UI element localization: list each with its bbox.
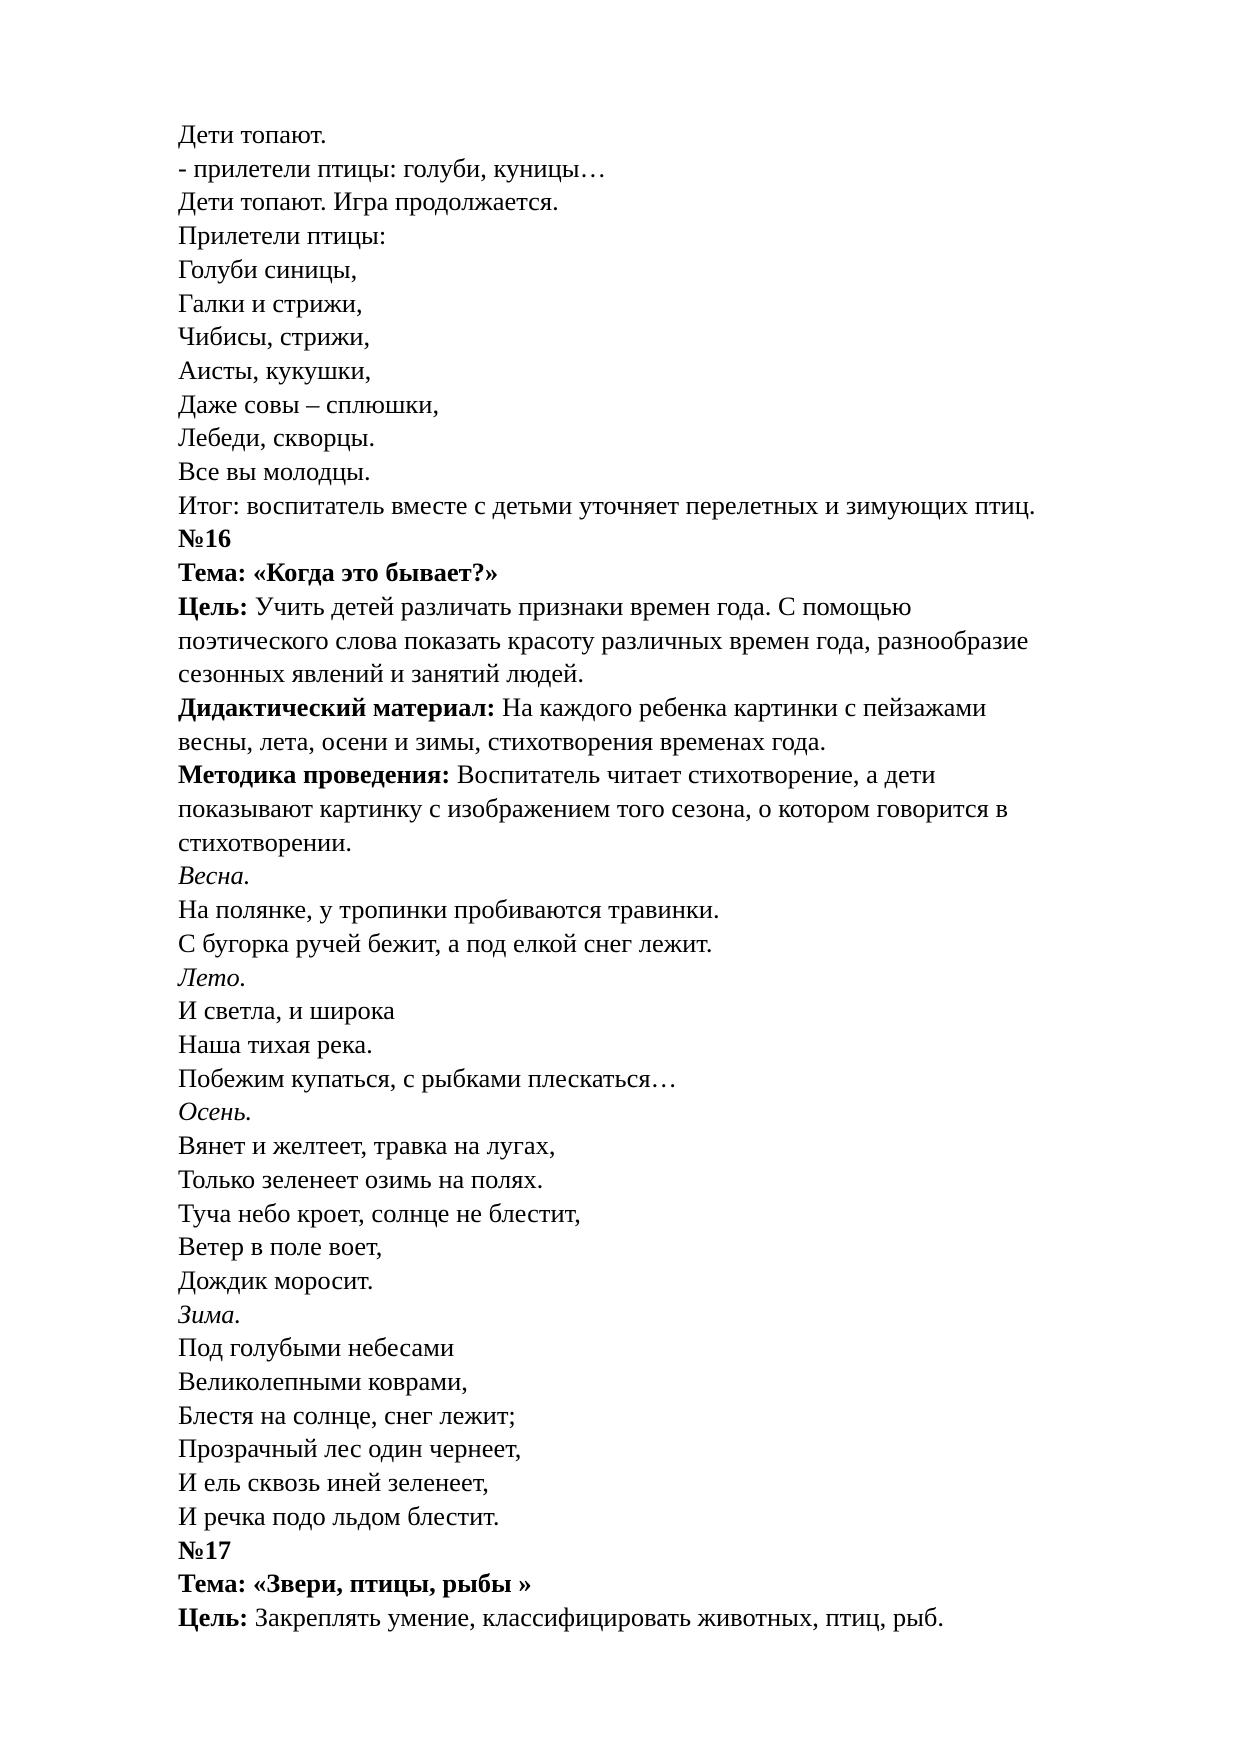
poem-line: Великолепными коврами,	[178, 1366, 468, 1397]
poem-line: Дождик моросит.	[178, 1264, 374, 1295]
poem-line: И ель сквозь иней зеленеет,	[178, 1467, 489, 1498]
game-number: №17	[178, 1534, 232, 1565]
poem-line: Блестя на солнце, снег лежит;	[178, 1399, 516, 1430]
material-line	[178, 691, 1138, 725]
poem-line: Ветер в поле воет,	[178, 1231, 383, 1262]
poem-line: Вянет и желтеет, травка на лугах,	[178, 1130, 556, 1161]
poem-line: И светла, и широка	[178, 995, 395, 1026]
goal-text: Закреплять умение, классифицировать животных, птиц, рыб.	[248, 1601, 944, 1632]
poem-line: Лебеди, скворцы.	[178, 422, 376, 453]
poem-line: Наша тихая река.	[178, 1028, 373, 1059]
season-title-summer: Лето.	[178, 961, 247, 992]
material-text: На каждого ребенка картинки с пейзажами	[495, 691, 987, 722]
poem-line: Прилетели птицы:	[178, 220, 387, 251]
method-line: стихотворении.	[178, 826, 353, 857]
poem-line: Все вы молодцы.	[178, 456, 371, 487]
poem-line: На полянке, у тропинки пробиваются травинки.	[178, 894, 720, 925]
poem-line: Голуби синицы,	[178, 253, 358, 284]
bird-game-ending	[178, 118, 1138, 522]
poem-line: Только зеленеет озимь на полях.	[178, 1163, 544, 1194]
goal-label: Цель:	[178, 1601, 249, 1632]
game-number: №16	[178, 523, 232, 554]
method-text: Воспитатель читает стихотворение, а дети	[450, 759, 936, 790]
season-title-spring: Весна.	[178, 860, 251, 891]
poem-line: Туча небо кроет, солнце не блестит,	[178, 1197, 581, 1228]
goal-line: сезонных явлений и занятий людей.	[178, 658, 584, 689]
summary-line: Итог: воспитатель вместе с детьми уточняет перелетных и зимующих птиц.	[178, 489, 1036, 520]
goal-line	[178, 1601, 1138, 1635]
goal-line: поэтического слова показать красоту различных времен года, разнообразие	[178, 624, 1029, 655]
goal-text: Учить детей различать признаки времен года. С помощью	[248, 590, 912, 621]
poem-line: Побежим купаться, с рыбками плескаться…	[178, 1062, 678, 1093]
poem-line: С бугорка ручей бежит, а под елкой снег лежит.	[178, 927, 713, 958]
material-label: Дидактический материал:	[178, 691, 496, 722]
goal-line	[178, 590, 1138, 624]
game-17	[178, 1534, 1138, 1635]
game-theme: Тема: «Когда это бывает?»	[178, 557, 499, 588]
document-body	[178, 118, 1138, 1635]
method-line	[178, 758, 1138, 792]
season-title-autumn: Осень.	[178, 1096, 253, 1127]
method-line: показывают картинку с изображением того сезона, о котором говорится в	[178, 793, 1008, 824]
poem-line: Аисты, кукушки,	[178, 354, 372, 385]
poem-line: Даже совы – сплюшки,	[178, 388, 440, 419]
poem-line: И речка подо льдом блестит.	[178, 1500, 500, 1531]
material-line: весны, лета, осени и зимы, стихотворения временах года.	[178, 725, 827, 756]
game-theme: Тема: «Звери, птицы, рыбы »	[178, 1568, 532, 1599]
method-label: Методика проведения:	[178, 759, 451, 790]
text-line: Дети топают.	[178, 119, 327, 149]
poem-line: Под голубыми небесами	[178, 1332, 455, 1363]
game-16	[178, 522, 1138, 1533]
poem-line: Галки и стрижи,	[178, 287, 363, 318]
goal-label: Цель:	[178, 590, 249, 621]
poem-line: Чибисы, стрижи,	[178, 321, 371, 352]
text-line: Дети топают. Игра продолжается.	[178, 186, 559, 217]
text-line: - прилетели птицы: голуби, куницы…	[178, 152, 607, 183]
poem-line: Прозрачный лес один чернеет,	[178, 1433, 522, 1464]
season-title-winter: Зима.	[178, 1298, 242, 1329]
